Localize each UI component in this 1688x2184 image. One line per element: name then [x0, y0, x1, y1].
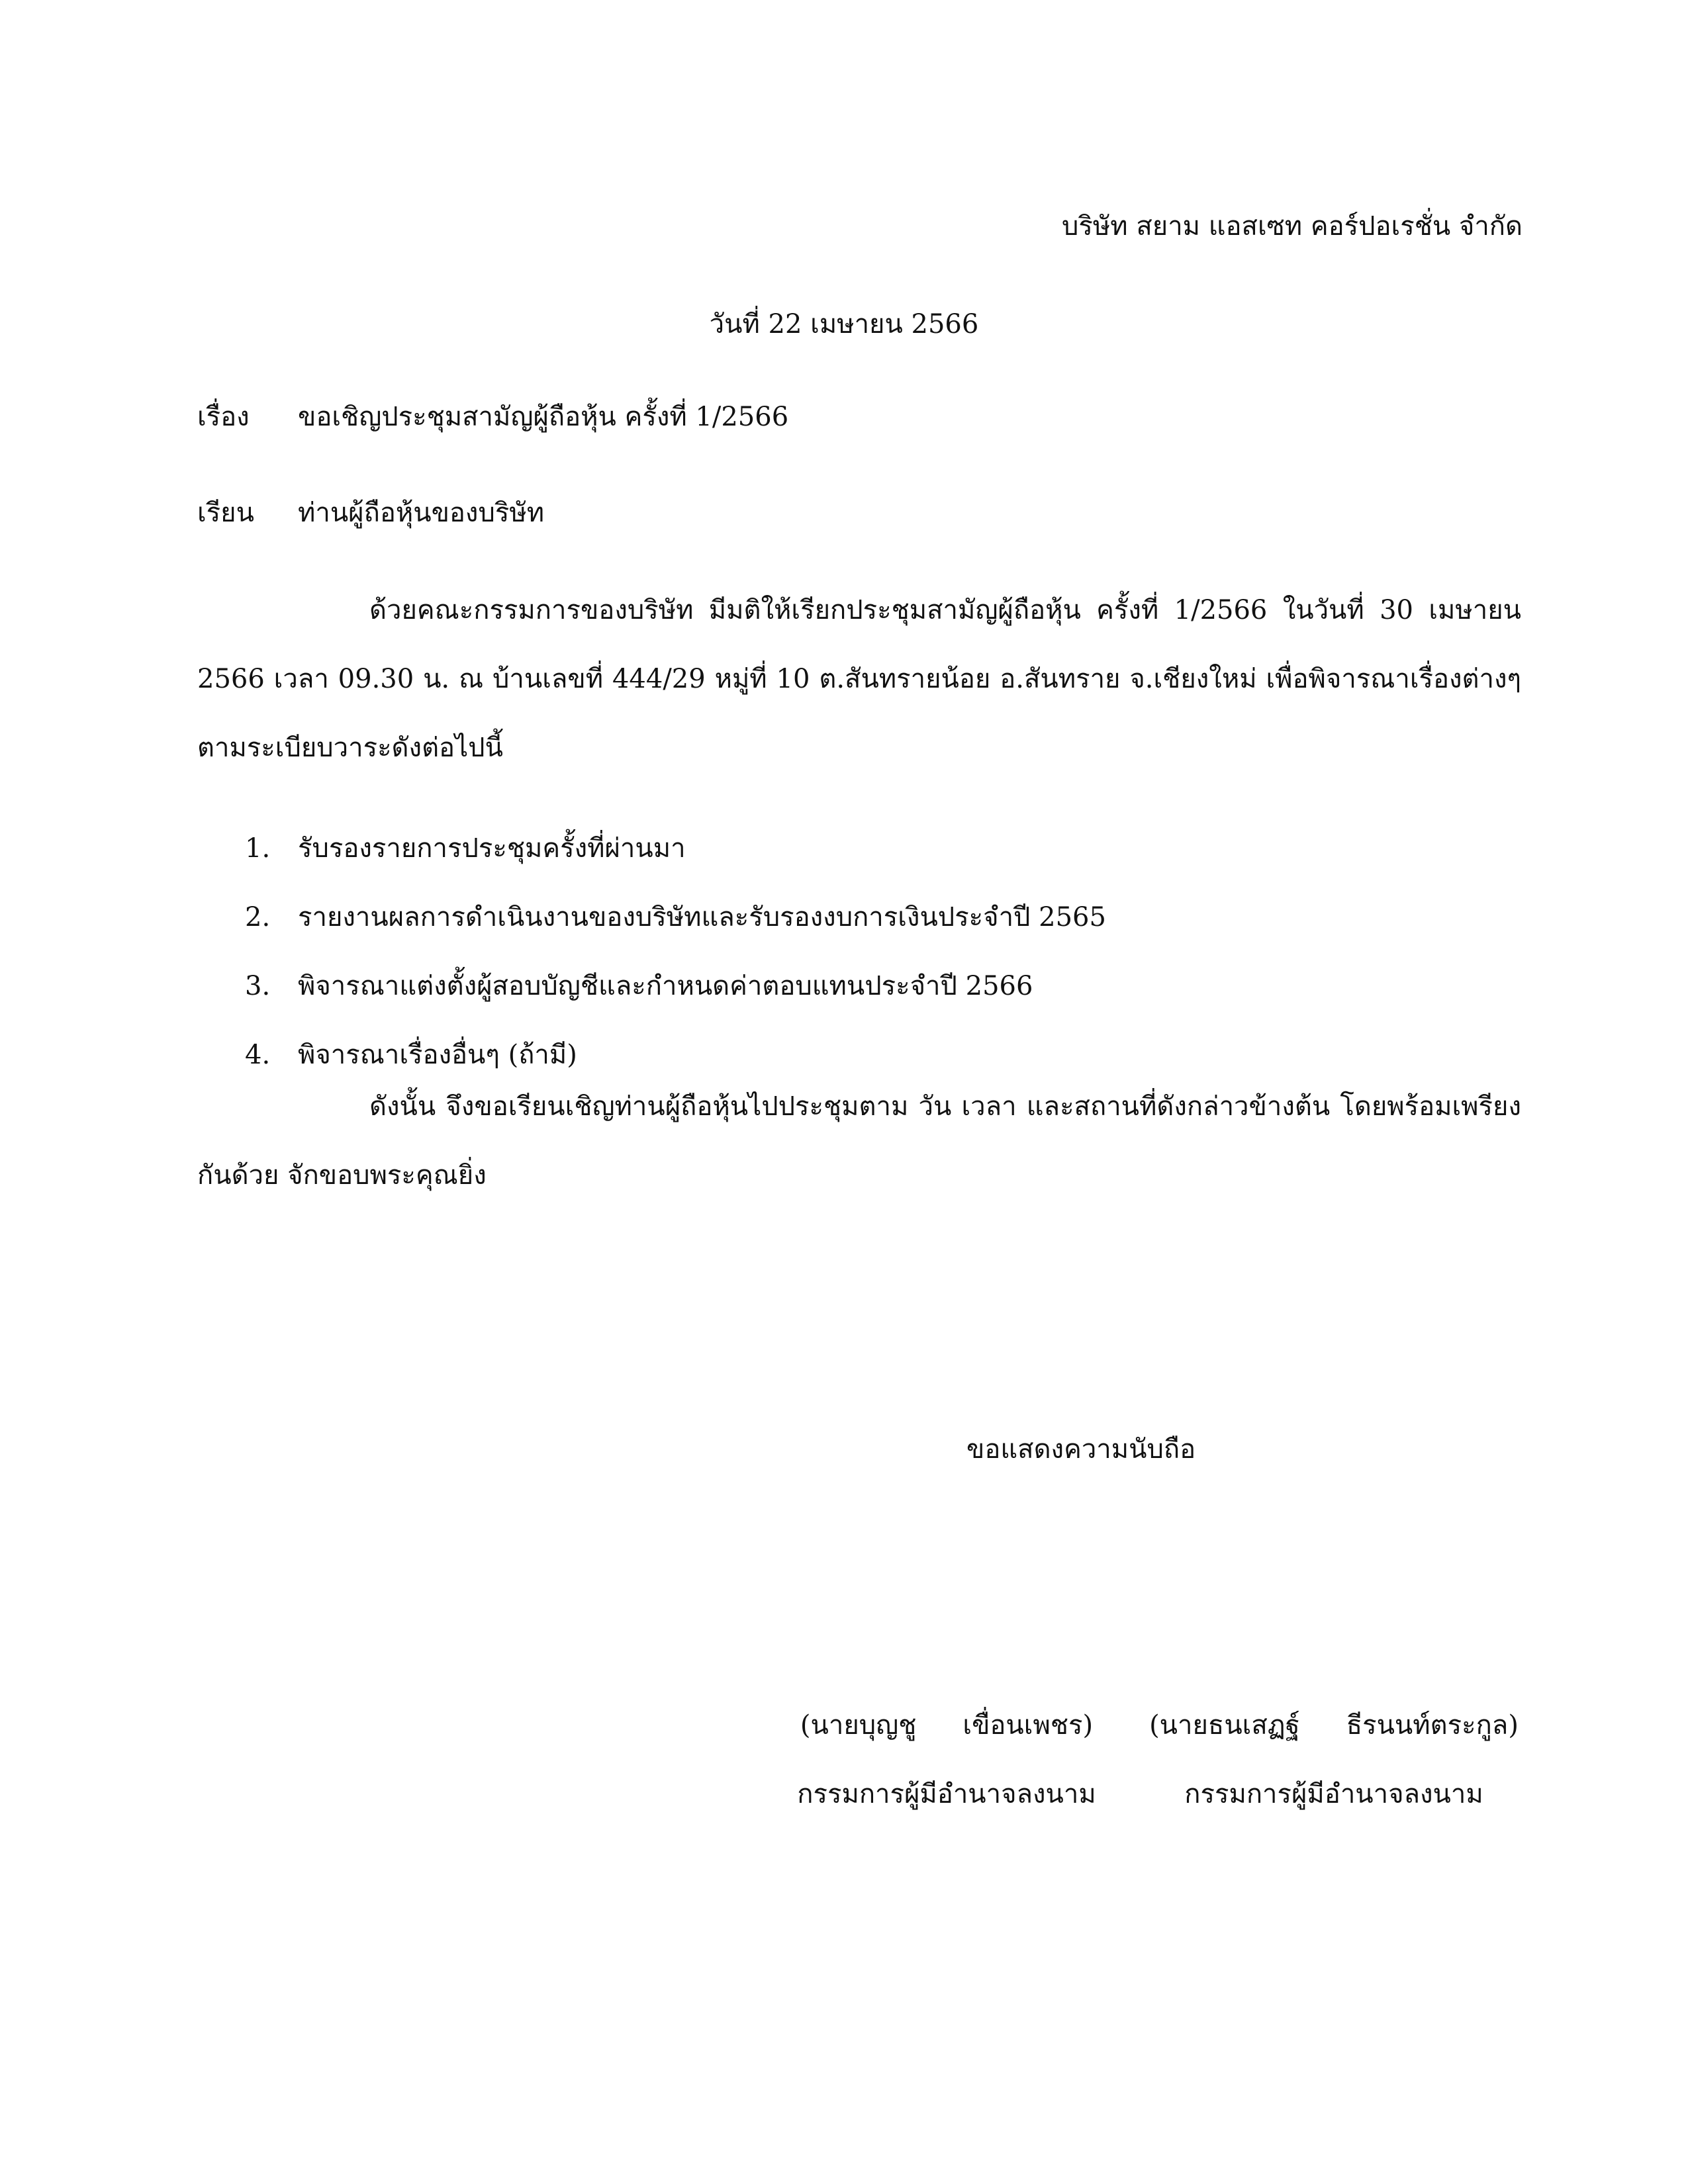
- agenda-item-text: พิจารณาเรื่องอื่นๆ (ถ้ามี): [298, 1040, 577, 1070]
- agenda-item-text: รายงานผลการดำเนินงานของบริษัทและรับรองงบการเงินประจำปี 2565: [298, 902, 1106, 933]
- agenda-item-number: 2.: [245, 902, 271, 933]
- agenda-item-number: 3.: [245, 971, 271, 1001]
- signatory-first-name: (นายบุญชู: [800, 1710, 917, 1741]
- recipient-text: ท่านผู้ถือหุ้นของบริษัท: [298, 498, 545, 528]
- signatory-name: [748, 1691, 1145, 1760]
- signatory-title: กรรมการผู้มีอำนาจลงนาม: [797, 1779, 1096, 1809]
- agenda-item: [245, 814, 1106, 883]
- closing-paragraph: ดังนั้น จึงขอเรียนเชิญท่านผู้ถือหุ้นไปประชุมตาม วัน เวลา และสถานที่ดังกล่าวข้างต้น โดยพร้อมเพรียงกันด้วย จักขอบพระคุณยิ่ง: [197, 1091, 1521, 1191]
- agenda-item-number: 4.: [245, 1040, 271, 1070]
- signatory-name: [1112, 1691, 1556, 1760]
- signatory-last-name: ธีรนนท์ตระกูล): [1346, 1710, 1519, 1741]
- intro-paragraph: ด้วยคณะกรรมการของบริษัท มีมติให้เรียกประชุมสามัญผู้ถือหุ้น ครั้งที่ 1/2566 ในวันที่ 30 เมษายน 2566 เวลา 09.30 น. ณ บ้านเลขที่ 444/29 หมู่ที่ 10 ต.สันทรายน้อย อ.สันทราย จ.เชียงใหม่ เพื่อพิจารณาเรื่องต่างๆ ตามระเบียบวาระดังต่อไปนี้: [197, 595, 1521, 763]
- signatory-title: กรรมการผู้มีอำนาจลงนาม: [1184, 1779, 1483, 1809]
- closing-salutation: ขอแสดงความนับถือ: [966, 1434, 1196, 1465]
- agenda-list: [245, 814, 1106, 1089]
- signatory-last-name: เขื่อนเพชร): [962, 1710, 1094, 1741]
- recipient-label: เรียน: [197, 498, 254, 528]
- agenda-item: [245, 883, 1106, 952]
- signatory-1: [748, 1691, 1145, 1829]
- agenda-item-number: 1.: [245, 833, 271, 864]
- agenda-item-text: พิจารณาแต่งตั้งผู้สอบบัญชีและกำหนดค่าตอบแทนประจำปี 2566: [298, 971, 1033, 1001]
- agenda-item: [245, 952, 1106, 1021]
- subject-text: ขอเชิญประชุมสามัญผู้ถือหุ้น ครั้งที่ 1/2566: [298, 402, 789, 432]
- company-name: บริษัท สยาม แอสเซท คอร์ปอเรชั่น จำกัด: [1062, 211, 1523, 242]
- signatory-2: [1112, 1691, 1556, 1829]
- letter-date: วันที่ 22 เมษายน 2566: [709, 309, 979, 340]
- subject-label: เรื่อง: [197, 402, 250, 432]
- signatory-first-name: (นายธนเสฏฐ์: [1149, 1710, 1300, 1741]
- agenda-item-text: รับรองรายการประชุมครั้งที่ผ่านมา: [298, 833, 686, 864]
